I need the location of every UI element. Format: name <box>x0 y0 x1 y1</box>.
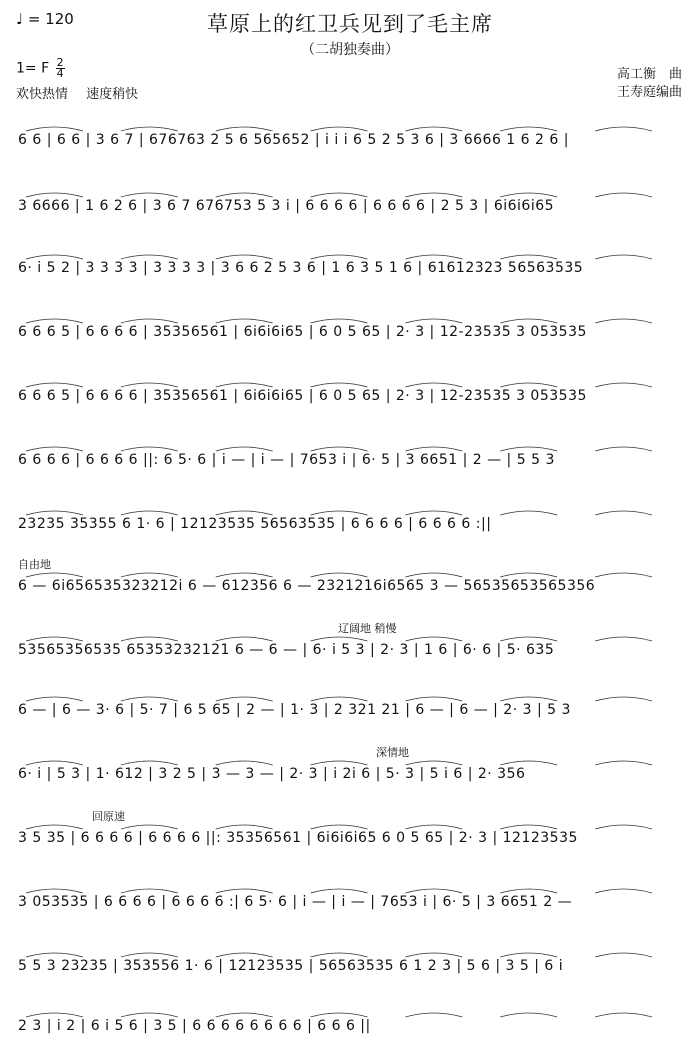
notation-line <box>18 818 682 862</box>
key-signature <box>16 58 65 79</box>
notation-text: 3 5 35 | 6 6 6 6 | 6 6 6 6 ||: 35356561 | 6i6i6i65 6 0 5 65 | 2· 3 | 12123535 <box>18 830 578 846</box>
notation-line <box>18 566 682 610</box>
slur-arc <box>311 637 368 641</box>
annotation-recap: 回原速 <box>92 810 125 823</box>
notation-line <box>18 754 682 798</box>
slur-arc <box>216 1013 273 1017</box>
slur-arc <box>121 573 178 577</box>
slur-arc <box>216 889 273 893</box>
notation-text: 6· i | 5 3 | 1· 612 | 3 2 5 | 3 — 3 — | 2· 3 | i 2i 6 | 5· 3 | 5 i 6 | 2· 356 <box>18 766 526 782</box>
slur-arc <box>595 889 652 893</box>
slur-arc <box>26 511 83 515</box>
notation-line <box>18 690 682 734</box>
slur-arc <box>216 825 273 829</box>
notation-text: 6 6 6 5 | 6 6 6 6 | 35356561 | 6i6i6i65 | 6 0 5 65 | 2· 3 | 12-23535 3 053535 <box>18 324 587 340</box>
slur-arc <box>500 447 557 451</box>
notation-line <box>18 248 682 292</box>
slur-arc <box>500 953 557 957</box>
slur-arc <box>121 383 178 387</box>
slur-arc <box>595 1013 652 1017</box>
notation-line <box>18 630 682 674</box>
notation-text: 3 6666 | 1 6 2 6 | 3 6 7 676753 5 3 i | 6 6 6 6 | 6 6 6 6 | 2 5 3 | 6i6i6i65 <box>18 198 555 214</box>
slur-arc <box>311 319 368 323</box>
notation-line <box>18 120 682 164</box>
slur-arc <box>595 193 652 197</box>
slur-arc <box>26 953 83 957</box>
key-text: 1= F <box>16 60 50 77</box>
slur-arc <box>405 889 462 893</box>
slur-arc <box>216 447 273 451</box>
slur-arc <box>311 889 368 893</box>
slur-arc <box>405 573 462 577</box>
slur-arc <box>405 319 462 323</box>
slur-arc <box>311 447 368 451</box>
slur-arc <box>595 127 652 131</box>
slur-arc <box>405 825 462 829</box>
score-title: 草原上的红卫兵见到了毛主席 <box>207 12 493 36</box>
notation-line <box>18 312 682 356</box>
slur-arc <box>405 511 462 515</box>
slur-arc <box>26 697 83 701</box>
notation-line <box>18 1006 682 1050</box>
slur-arc <box>595 953 652 957</box>
slur-arc <box>595 637 652 641</box>
slur-arc <box>121 193 178 197</box>
slur-arc <box>121 953 178 957</box>
slur-arc <box>311 573 368 577</box>
meter-top: 2 <box>56 56 64 69</box>
slur-arc <box>500 637 557 641</box>
slur-arc <box>216 193 273 197</box>
slur-arc <box>121 761 178 765</box>
slur-arc <box>311 825 368 829</box>
time-signature <box>56 58 65 79</box>
slur-arc <box>311 511 368 515</box>
notation-text: 6 6 6 6 | 6 6 6 6 ||: 6 5· 6 | i — | i — | 7653 i | 6· 5 | 3 6651 | 2 — | 5 5 3 <box>18 452 555 468</box>
slur-arc <box>405 1013 462 1017</box>
slur-arc <box>26 319 83 323</box>
expression-1: 欢快热情 <box>16 87 69 102</box>
slur-arc <box>405 953 462 957</box>
slur-arc <box>500 1013 557 1017</box>
annotation-lyrical: 辽阔地 稍慢 <box>338 622 397 635</box>
slur-arc <box>595 825 652 829</box>
slur-arc <box>216 511 273 515</box>
slur-arc <box>216 383 273 387</box>
slur-arc <box>595 697 652 701</box>
slur-arc <box>26 825 83 829</box>
notation-line <box>18 946 682 990</box>
notation-text: 6 6 6 5 | 6 6 6 6 | 35356561 | 6i6i6i65 | 6 0 5 65 | 2· 3 | 12-23535 3 053535 <box>18 388 587 404</box>
slur-arc <box>121 447 178 451</box>
slur-arc <box>500 193 557 197</box>
slur-arc <box>500 511 557 515</box>
slur-arc <box>595 255 652 259</box>
score-subtitle: （二胡独奏曲） <box>301 42 399 58</box>
slur-arc <box>26 255 83 259</box>
notation-text: 23235 35355 6 1· 6 | 12123535 56563535 | 6 6 6 6 | 6 6 6 6 :|| <box>18 516 492 532</box>
expression-2: 速度稍快 <box>86 87 139 102</box>
slur-arc <box>595 573 652 577</box>
slur-arc <box>26 761 83 765</box>
slur-arc <box>500 889 557 893</box>
notation-text: 3 053535 | 6 6 6 6 | 6 6 6 6 :| 6 5· 6 | i — | i — | 7653 i | 6· 5 | 3 6651 2 — <box>18 894 573 910</box>
slur-arc <box>595 383 652 387</box>
tempo-text: ♩ = 120 <box>16 10 74 28</box>
slur-arc <box>595 447 652 451</box>
notation-text: 6 — 6i656535323212i 6 — 612356 6 — 2321216i6565 3 — 56535653565356 <box>18 578 596 594</box>
slur-arc <box>121 825 178 829</box>
notation-line <box>18 440 682 484</box>
slur-arc <box>26 447 83 451</box>
notation-text: 6 — | 6 — 3· 6 | 5· 7 | 6 5 65 | 2 — | 1· 3 | 2 321 21 | 6 — | 6 — | 2· 3 | 5 3 <box>18 702 571 718</box>
slur-arc <box>121 511 178 515</box>
slur-arc <box>405 255 462 259</box>
notation-text: 6· i 5 2 | 3 3 3 3 | 3 3 3 3 | 3 6 6 2 5 3 6 | 1 6 3 5 1 6 | 61612323 56563535 <box>18 260 584 276</box>
notation-line <box>18 504 682 548</box>
slur-arc <box>500 761 557 765</box>
slur-arc <box>311 255 368 259</box>
slur-arc <box>121 889 178 893</box>
slur-arc <box>216 761 273 765</box>
slur-arc <box>216 953 273 957</box>
slur-arc <box>121 255 178 259</box>
slur-arc <box>405 637 462 641</box>
slur-arc <box>595 511 652 515</box>
slur-arc <box>121 637 178 641</box>
slur-arc <box>405 383 462 387</box>
slur-arc <box>26 383 83 387</box>
notation-line <box>18 186 682 230</box>
slur-arc <box>500 573 557 577</box>
slur-arc <box>311 127 368 131</box>
slur-arc <box>500 383 557 387</box>
slur-arc <box>121 319 178 323</box>
composer-credit: 高工衡 曲 <box>616 67 682 82</box>
arranger-credit: 王寿庭编曲 <box>616 85 682 100</box>
slur-arc <box>121 697 178 701</box>
notation-line <box>18 882 682 926</box>
slur-arc <box>311 761 368 765</box>
slur-arc <box>216 319 273 323</box>
slur-arc <box>216 127 273 131</box>
slur-arc <box>595 761 652 765</box>
slur-arc <box>500 697 557 701</box>
slur-arc <box>405 447 462 451</box>
slur-arc <box>26 193 83 197</box>
notation-text: 2 3 | i 2 | 6 i 5 6 | 3 5 | 6 6 6 6 6 6 6 6 | 6 6 6 || <box>18 1018 371 1034</box>
slur-arc <box>405 127 462 131</box>
slur-arc <box>500 825 557 829</box>
meter-bottom: 4 <box>56 67 64 80</box>
slur-arc <box>26 573 83 577</box>
notation-line <box>18 376 682 420</box>
slur-arc <box>500 255 557 259</box>
slur-arc <box>26 1013 83 1017</box>
slur-arc <box>216 637 273 641</box>
slur-arc <box>121 1013 178 1017</box>
slur-arc <box>405 761 462 765</box>
slur-arc <box>311 1013 368 1017</box>
slur-arc <box>121 127 178 131</box>
slur-arc <box>500 319 557 323</box>
slur-arc <box>26 889 83 893</box>
slur-arc <box>216 573 273 577</box>
slur-arc <box>311 383 368 387</box>
slur-arc <box>26 127 83 131</box>
notation-text: 5 5 3 23235 | 353556 1· 6 | 12123535 | 56563535 6 1 2 3 | 5 6 | 3 5 | 6 i <box>18 958 564 974</box>
notation-text: 53565356535 65353232121 6 — 6 — | 6· i 5 3 | 2· 3 | 1 6 | 6· 6 | 5· 635 <box>18 642 555 658</box>
credits <box>617 66 682 102</box>
slur-arc <box>595 319 652 323</box>
slur-arc <box>311 193 368 197</box>
slur-arc <box>216 255 273 259</box>
notation-text: 6 6 | 6 6 | 3 6 7 | 676763 2 5 6 565652 | i i i 6 5 2 5 3 6 | 3 6666 1 6 2 6 | <box>18 132 569 148</box>
slur-arc <box>405 193 462 197</box>
slur-arc <box>26 637 83 641</box>
annotation-free: 自由地 <box>18 558 51 571</box>
annotation-deep: 深情地 <box>376 746 409 759</box>
slur-arc <box>311 953 368 957</box>
expression-marking <box>16 83 138 102</box>
slur-arc <box>311 697 368 701</box>
slur-arc <box>500 127 557 131</box>
slur-arc <box>405 697 462 701</box>
slur-arc <box>216 697 273 701</box>
